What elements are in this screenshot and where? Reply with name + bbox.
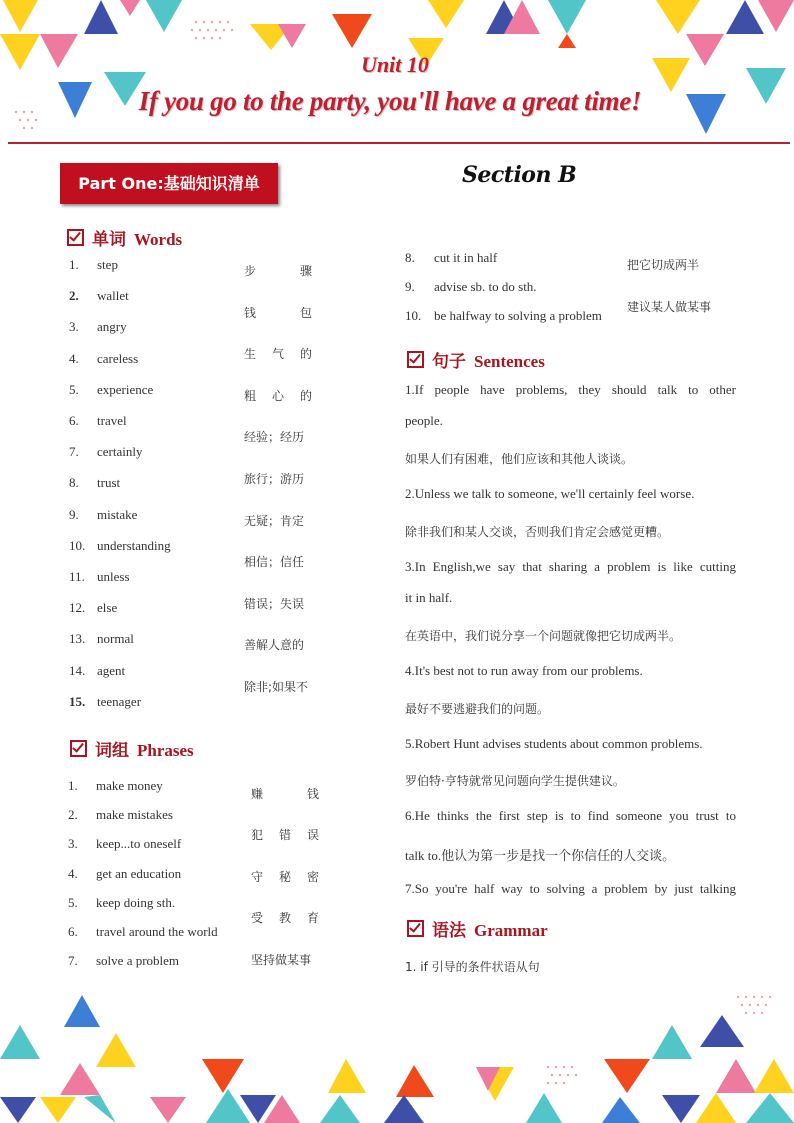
sentence-line: 4.It's best not to run away from our problems. bbox=[405, 663, 643, 678]
unit-title: Unit 10 bbox=[361, 52, 429, 77]
phrase-meaning bbox=[251, 826, 319, 843]
word-english: careless bbox=[97, 350, 139, 366]
phrase-english: cut it in half bbox=[434, 250, 498, 265]
sentence-line: 除非我们和某人交谈，否则我们肯定会感觉更糟。 bbox=[405, 525, 670, 539]
lesson-subtitle: If you go to the party, you'll have a great time! bbox=[138, 86, 642, 116]
meaning-char: 秘 bbox=[278, 869, 291, 884]
phrase-english: make money bbox=[96, 778, 163, 793]
word-number: 1. bbox=[69, 257, 79, 272]
word-english: wallet bbox=[97, 288, 129, 304]
sentences-heading bbox=[407, 347, 545, 372]
meaning-char: 生 bbox=[244, 347, 257, 362]
phrase-meaning bbox=[251, 909, 319, 926]
phrase-number: 8. bbox=[405, 250, 415, 265]
meaning-char: 误 bbox=[306, 828, 319, 843]
word-number: 15. bbox=[69, 693, 86, 709]
word-english: unless bbox=[97, 569, 130, 584]
sentences-heading-en: Sentences bbox=[474, 352, 545, 371]
word-meaning bbox=[244, 387, 312, 404]
part-one-label: Part One:基础知识清单 bbox=[60, 163, 278, 204]
meaning-char: 育 bbox=[306, 911, 319, 926]
word-number: 7. bbox=[69, 444, 79, 460]
phrase-number: 10. bbox=[405, 308, 422, 323]
word-english: experience bbox=[97, 381, 154, 397]
grammar-item: 1. if 引导的条件状语从句 bbox=[405, 960, 540, 974]
phrase-number: 2. bbox=[68, 807, 78, 823]
phrase-meaning: 建议某人做某事 bbox=[627, 300, 712, 314]
word-number: 8. bbox=[69, 475, 79, 491]
word-meaning: 相信；信任 bbox=[244, 555, 305, 570]
phrase-number: 4. bbox=[68, 865, 78, 881]
word-meaning: 善解人意的 bbox=[244, 638, 305, 653]
meaning-char: 的 bbox=[299, 347, 312, 362]
word-english: angry bbox=[97, 319, 127, 335]
word-meaning bbox=[244, 304, 312, 321]
word-meaning: 旅行；游历 bbox=[244, 472, 305, 486]
word-meaning: 经验；经历 bbox=[244, 430, 305, 445]
checkbox-icon bbox=[407, 351, 424, 368]
word-number: 12. bbox=[69, 600, 86, 616]
word-number: 4. bbox=[69, 350, 79, 366]
word-english: trust bbox=[97, 475, 121, 491]
phrase-meaning: 把它切成两半 bbox=[627, 258, 700, 272]
word-meaning: 无疑；肯定 bbox=[244, 513, 305, 528]
phrase-number: 5. bbox=[68, 894, 78, 910]
word-english: understanding bbox=[97, 537, 171, 553]
sentence-line: 5.Robert Hunt advises students about common problems. bbox=[405, 736, 703, 751]
sentence-line: 2.Unless we talk to someone, we'll certainly feel worse. bbox=[405, 486, 695, 501]
checkbox-icon bbox=[407, 920, 424, 937]
phrase-number: 6. bbox=[68, 924, 78, 939]
word-number: 9. bbox=[69, 506, 79, 522]
meaning-char: 骤 bbox=[299, 264, 312, 278]
meaning-char: 气 bbox=[271, 347, 284, 362]
word-english: normal bbox=[97, 631, 134, 647]
word-number: 6. bbox=[69, 413, 79, 428]
section-label: Section B bbox=[462, 162, 577, 188]
word-english: mistake bbox=[97, 506, 138, 522]
meaning-char: 粗 bbox=[244, 388, 257, 403]
sentences-heading-cn: 句子 bbox=[432, 352, 466, 372]
phrase-meaning: 坚持做某事 bbox=[251, 952, 312, 967]
phrase-meaning bbox=[251, 785, 319, 802]
meaning-char: 错 bbox=[278, 828, 291, 843]
meaning-char: 步 bbox=[244, 264, 257, 278]
phrase-english: solve a problem bbox=[96, 953, 180, 969]
sentence-line: 1.If people have problems, they should talk to other bbox=[405, 382, 736, 397]
word-meaning bbox=[244, 345, 312, 362]
word-meaning: 错误；失误 bbox=[244, 596, 305, 611]
phrases-heading bbox=[70, 736, 194, 761]
sentence-line: 7.So you're half way to solving a problem by just talking bbox=[405, 881, 736, 896]
phrase-english: advise sb. to do sth. bbox=[434, 279, 537, 294]
phrase-meaning bbox=[251, 868, 319, 885]
word-number: 3. bbox=[69, 319, 79, 335]
word-number: 13. bbox=[69, 631, 86, 647]
phrase-number: 9. bbox=[405, 279, 415, 294]
phrase-number: 3. bbox=[68, 836, 78, 852]
phrase-number: 1. bbox=[68, 778, 78, 793]
word-number: 14. bbox=[69, 662, 86, 678]
grammar-heading-cn: 语法 bbox=[432, 921, 466, 941]
words-heading-en: Words bbox=[134, 230, 183, 249]
sentence-line: it in half. bbox=[405, 590, 453, 605]
sentence-line: people. bbox=[405, 413, 443, 428]
word-number: 2. bbox=[69, 288, 79, 304]
sentence-line: 罗伯特·亨特就常见问题向学生提供建议。 bbox=[405, 774, 625, 788]
phrases-heading-en: Phrases bbox=[137, 741, 194, 760]
meaning-char: 钱 bbox=[244, 305, 257, 320]
words-heading-cn: 单词 bbox=[92, 230, 126, 250]
word-english: travel bbox=[97, 413, 127, 428]
word-english: step bbox=[97, 257, 118, 272]
sentence-line: 6.He thinks the first step is to find someone you trust to bbox=[405, 808, 736, 823]
bottom-triangle-decoration bbox=[0, 985, 794, 1123]
word-meaning bbox=[244, 262, 312, 279]
sentence-line: talk to.他认为第一步是找一个你信任的人交谈。 bbox=[405, 848, 676, 863]
word-english: agent bbox=[97, 662, 126, 678]
word-number: 10. bbox=[69, 537, 86, 553]
words-heading bbox=[67, 225, 182, 250]
meaning-char: 心 bbox=[271, 388, 284, 403]
checkbox-icon bbox=[70, 740, 87, 757]
header-divider bbox=[8, 142, 790, 144]
sentence-line: 在英语中，我们说分享一个问题就像把它切成两半。 bbox=[405, 629, 682, 643]
phrase-english: keep doing sth. bbox=[96, 894, 176, 910]
word-number: 11. bbox=[69, 569, 85, 584]
word-meaning: 除非;如果不 bbox=[244, 680, 309, 694]
word-number: 5. bbox=[69, 381, 79, 397]
phrase-english: travel around the world bbox=[96, 924, 218, 939]
meaning-char: 包 bbox=[299, 305, 312, 320]
word-english: certainly bbox=[97, 444, 143, 460]
meaning-char: 的 bbox=[299, 388, 312, 403]
phrase-english: be halfway to solving a problem bbox=[434, 308, 602, 323]
meaning-char: 密 bbox=[306, 869, 319, 884]
grammar-heading-en: Grammar bbox=[474, 921, 548, 940]
grammar-heading bbox=[407, 916, 548, 941]
word-english: else bbox=[97, 600, 118, 616]
meaning-char: 受 bbox=[251, 911, 264, 926]
meaning-char: 守 bbox=[251, 869, 264, 884]
meaning-char: 钱 bbox=[306, 787, 319, 801]
word-english: teenager bbox=[97, 693, 142, 709]
sentence-line: 如果人们有困难，他们应该和其他人谈谈。 bbox=[405, 452, 634, 466]
phrase-english: make mistakes bbox=[96, 807, 173, 823]
phrase-number: 7. bbox=[68, 953, 78, 969]
phrases-heading-cn: 词组 bbox=[95, 741, 129, 761]
meaning-char: 教 bbox=[278, 911, 291, 926]
meaning-char: 犯 bbox=[251, 828, 264, 843]
meaning-char: 赚 bbox=[251, 787, 264, 801]
sentence-line: 3.In English,we say that sharing a problem is like cutting bbox=[405, 559, 736, 574]
phrase-english: get an education bbox=[96, 865, 182, 881]
phrase-english: keep...to oneself bbox=[96, 836, 182, 852]
checkbox-icon bbox=[67, 229, 84, 246]
sentence-line: 最好不要逃避我们的问题。 bbox=[405, 702, 550, 716]
